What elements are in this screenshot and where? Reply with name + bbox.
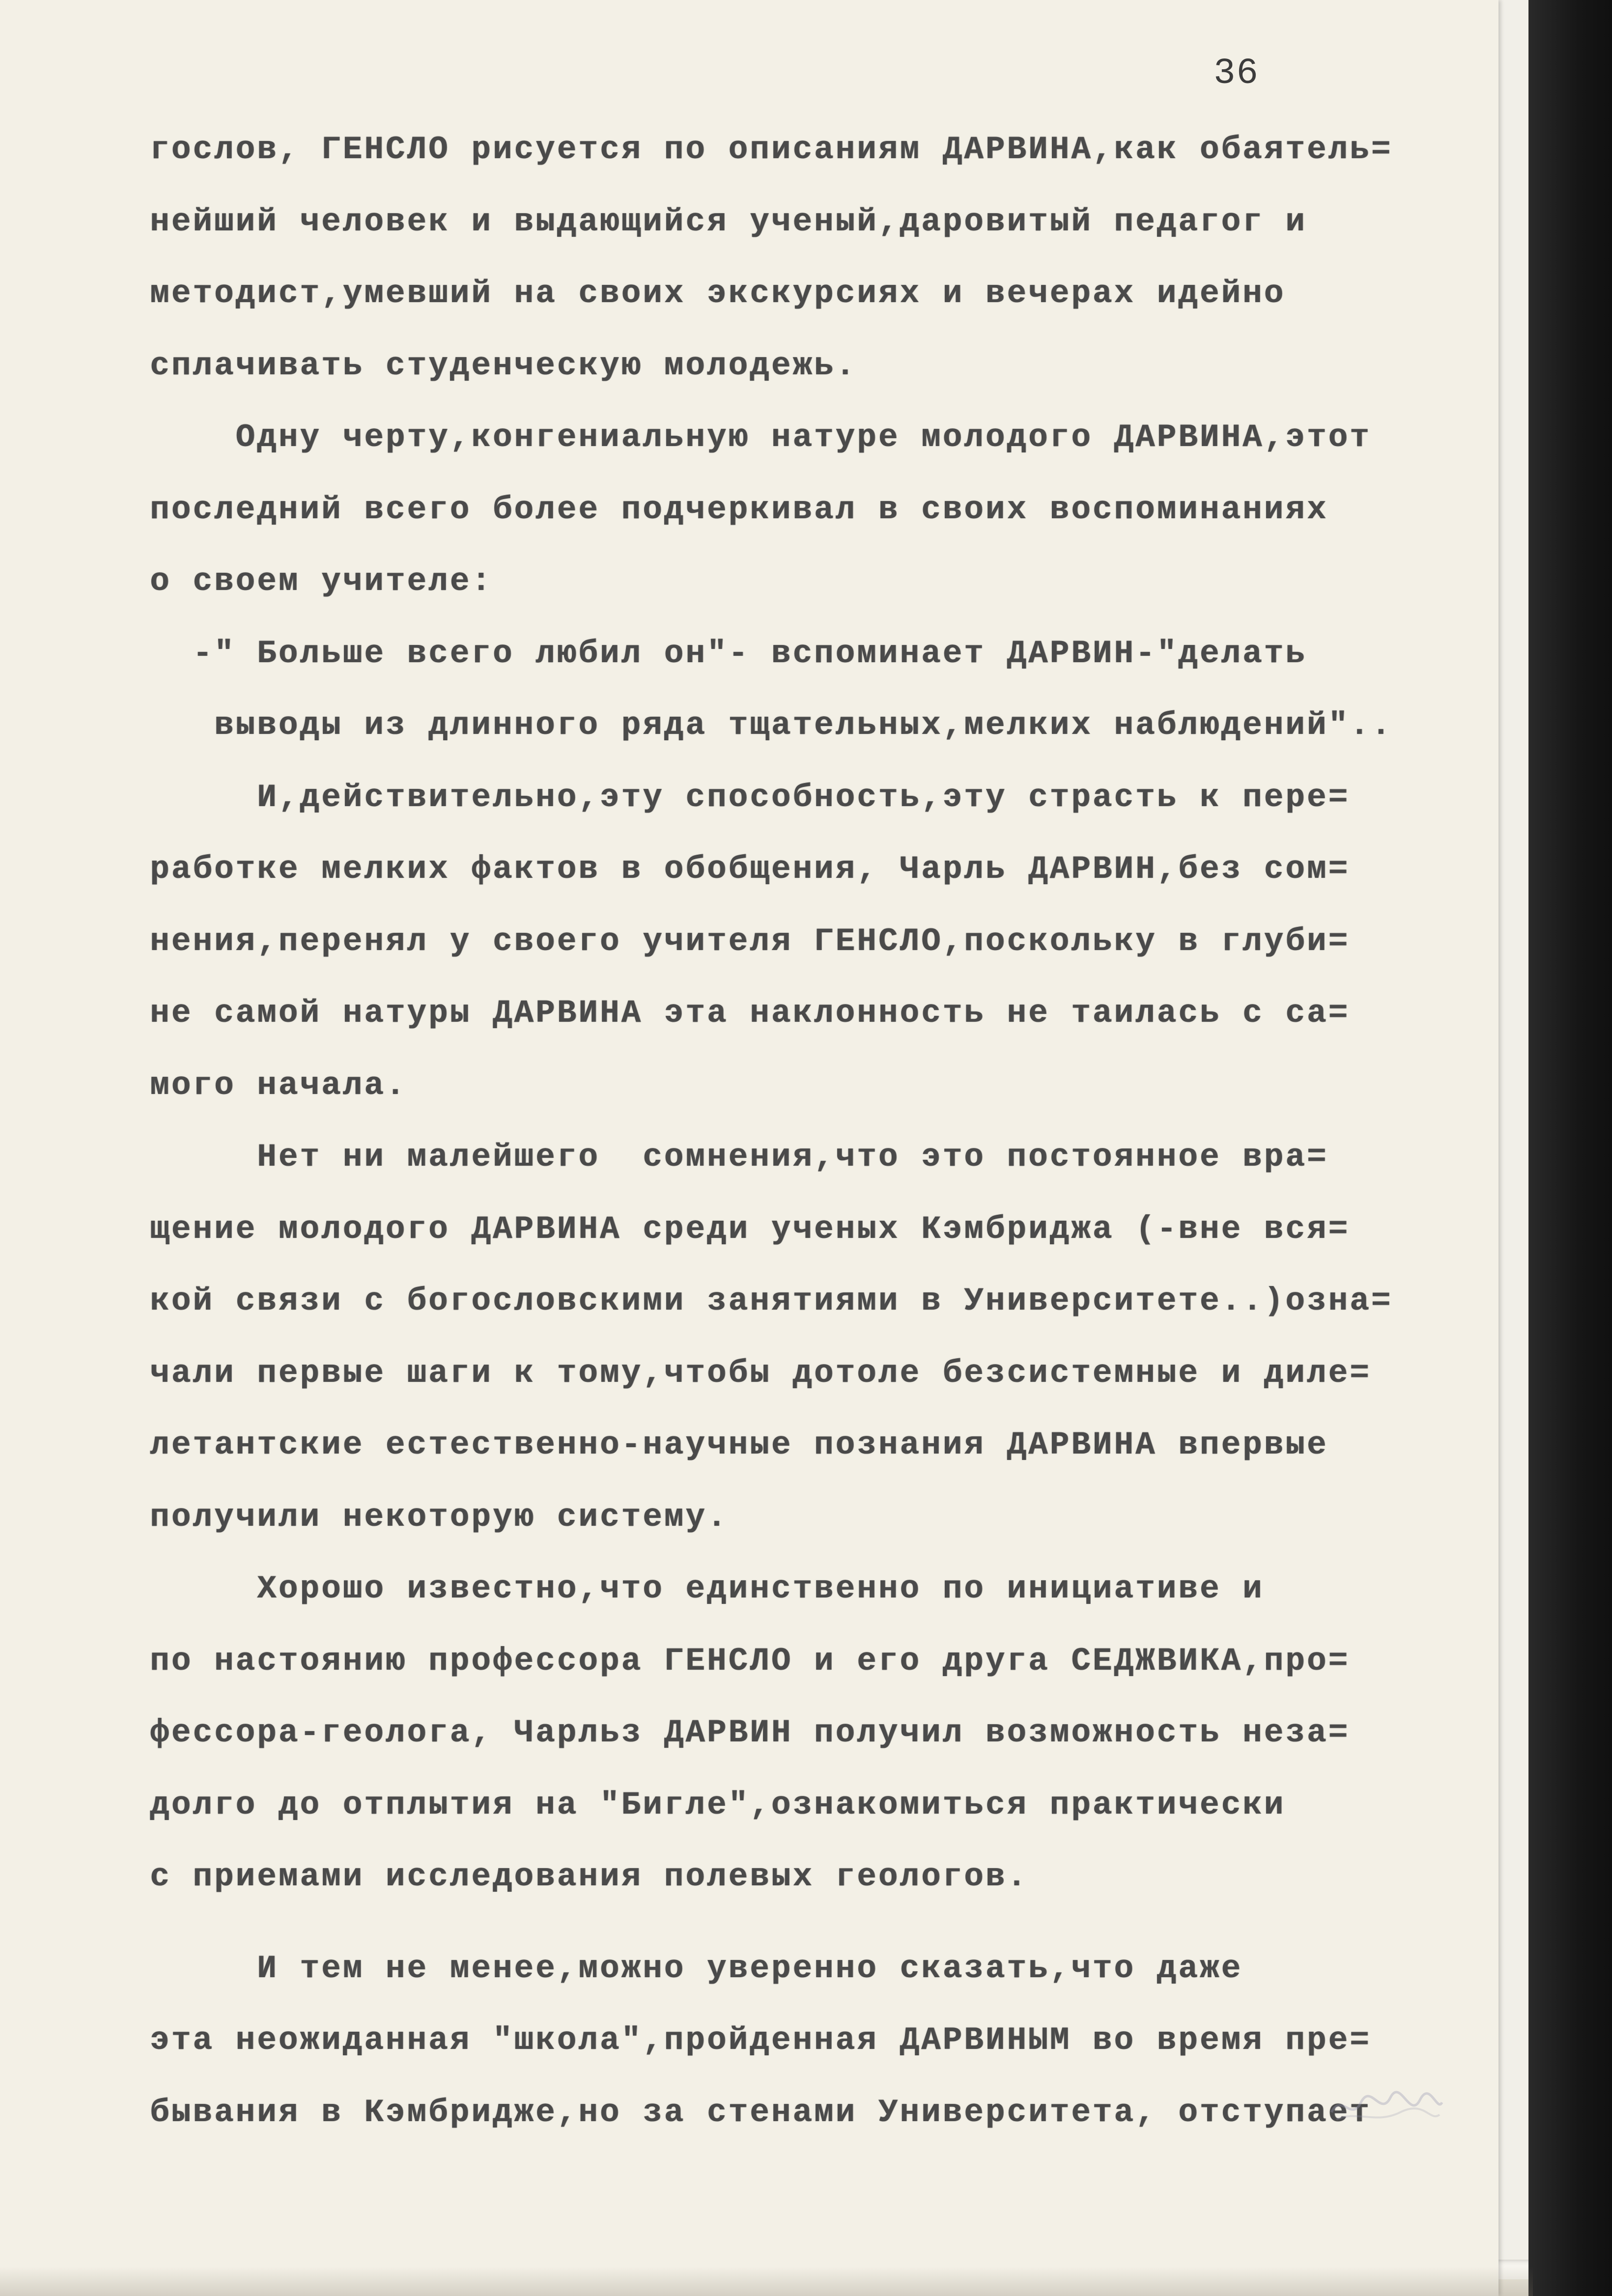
- text-line: кой связи с богословскими занятиями в Университете..)озна=: [150, 1283, 1393, 1319]
- text-line: -" Больше всего любил он"- вспоминает ДАРВИН-"делать: [150, 635, 1307, 672]
- text-line: мого начала.: [150, 1066, 407, 1104]
- text-line: гослов, ГЕНСЛО рисуется по описаниям ДАРВИНА,как обаятель=: [150, 131, 1393, 168]
- paragraph-gap: [150, 1913, 1476, 1933]
- text-line: выводы из длинного ряда тщательных,мелких наблюдений"..: [150, 707, 1393, 744]
- text-line: И тем не менее,можно уверенно сказать,что даже: [150, 1950, 1243, 1987]
- text-line: о своем учителе:: [150, 563, 493, 600]
- text-line: методист,умевший на своих экскурсиях и вечерах идейно: [150, 275, 1286, 312]
- text-line: получили некоторую систему.: [150, 1498, 729, 1536]
- text-line: Одну черту,конгениальную натуре молодого ДАРВИНА,этот: [150, 419, 1371, 456]
- text-line: с приемами исследования полевых геологов.: [150, 1858, 1028, 1895]
- text-line: Нет ни малейшего сомнения,что это постоянное вра=: [150, 1139, 1329, 1176]
- text-line: нейший человек и выдающийся ученый,даровитый педагог и: [150, 203, 1307, 240]
- text-line: долго до отплытия на "Бигле",ознакомиться практически: [150, 1786, 1286, 1823]
- text-line: фессора-геолога, Чарльз ДАРВИН получил возможность неза=: [150, 1714, 1350, 1751]
- text-line: чали первые шаги к тому,чтобы дотоле безсистемные и диле=: [150, 1354, 1371, 1392]
- page-number: 36: [1214, 53, 1259, 94]
- text-line: работке мелких фактов в обобщения, Чарль ДАРВИН,без сом=: [150, 851, 1350, 888]
- text-line: И,действительно,эту способность,эту страсть к пере=: [150, 779, 1350, 816]
- text-line: сплачивать студенческую молодежь.: [150, 347, 857, 384]
- dark-background: [1528, 0, 1612, 2296]
- text-line: летантские естественно-научные познания ДАРВИНА впервые: [150, 1427, 1329, 1463]
- text-line: щение молодого ДАРВИНА среди ученых Кэмбриджа (-вне вся=: [150, 1210, 1350, 1248]
- text-line: по настоянию профессора ГЕНСЛО и его друга СЕДЖВИКА,про=: [150, 1642, 1350, 1680]
- text-line: бывания в Кэмбридже,но за стенами Университета, отступает: [150, 2094, 1371, 2131]
- faint-stamp-scribble: [1327, 2083, 1444, 2127]
- text-line: нения,перенял у своего учителя ГЕНСЛО,поскольку в глуби=: [150, 923, 1350, 960]
- text-line: эта неожиданная "школа",пройденная ДАРВИНЫМ во время пре=: [150, 2022, 1371, 2059]
- text-line: последний всего более подчеркивал в своих воспоминаниях: [150, 491, 1329, 528]
- typed-text-block: [150, 114, 1476, 2149]
- text-line: Хорошо известно,что единственно по инициативе и: [150, 1570, 1264, 1607]
- page-bottom-shadow: [0, 2267, 1533, 2296]
- text-line: не самой натуры ДАРВИНА эта наклонность не таилась с са=: [150, 995, 1350, 1032]
